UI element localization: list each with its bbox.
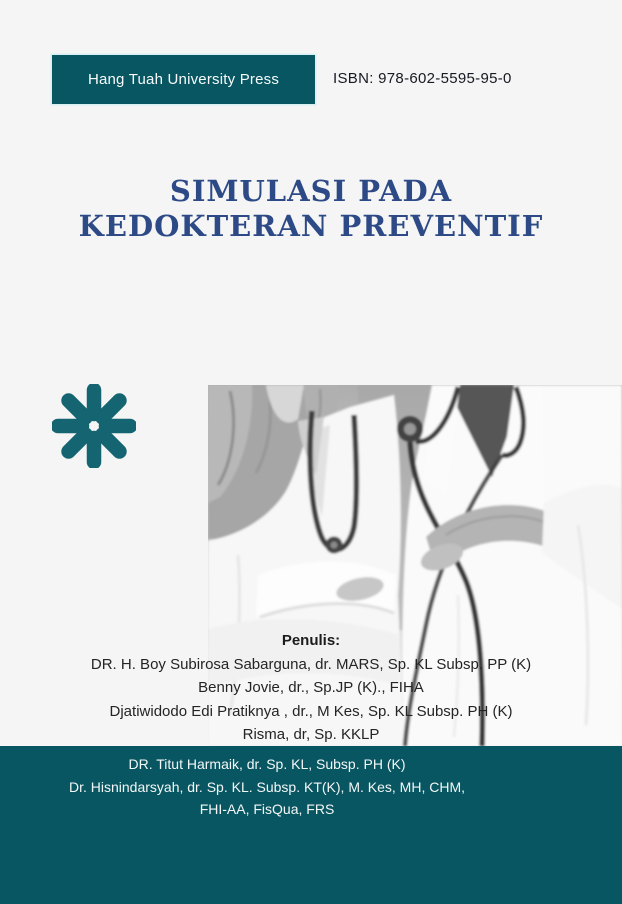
book-title — [0, 174, 622, 244]
publisher-name: Hang Tuah University Press — [87, 71, 280, 88]
author-line: DR. H. Boy Subirosa Sabarguna, dr. MARS, Sp. KL Subsp. PP (K) — [90, 655, 532, 673]
title-line-1: SIMULASI PADA — [169, 174, 453, 208]
author-line: Benny Jovie, dr., Sp.JP (K)., FIHA — [198, 679, 424, 696]
author-line: Risma, dr, Sp. KKLP — [242, 726, 380, 743]
bottom-band — [0, 746, 622, 904]
band-author-block — [0, 746, 534, 821]
band-author-line: DR. Titut Harmaik, dr. Sp. KL, Subsp. PH (K) — [128, 756, 406, 772]
publisher-banner — [52, 55, 315, 104]
author-block — [0, 629, 622, 747]
band-author-line: Dr. Hisnindarsyah, dr. Sp. KL. Subsp. KT(K), M. Kes, MH, CHM, — [68, 778, 465, 795]
band-author-line: FHI-AA, FisQua, FRS — [199, 801, 335, 817]
author-line: Djatiwidodo Edi Pratiknya , dr., M Kes, Sp. KL Subsp. PH (K) — [109, 702, 513, 720]
isbn-label: ISBN: 978-602-5595-95-0 — [333, 70, 512, 87]
title-line-2: KEDOKTERAN PREVENTIF — [78, 209, 544, 243]
asterisk-icon — [52, 384, 136, 468]
author-heading: Penulis: — [281, 632, 341, 649]
